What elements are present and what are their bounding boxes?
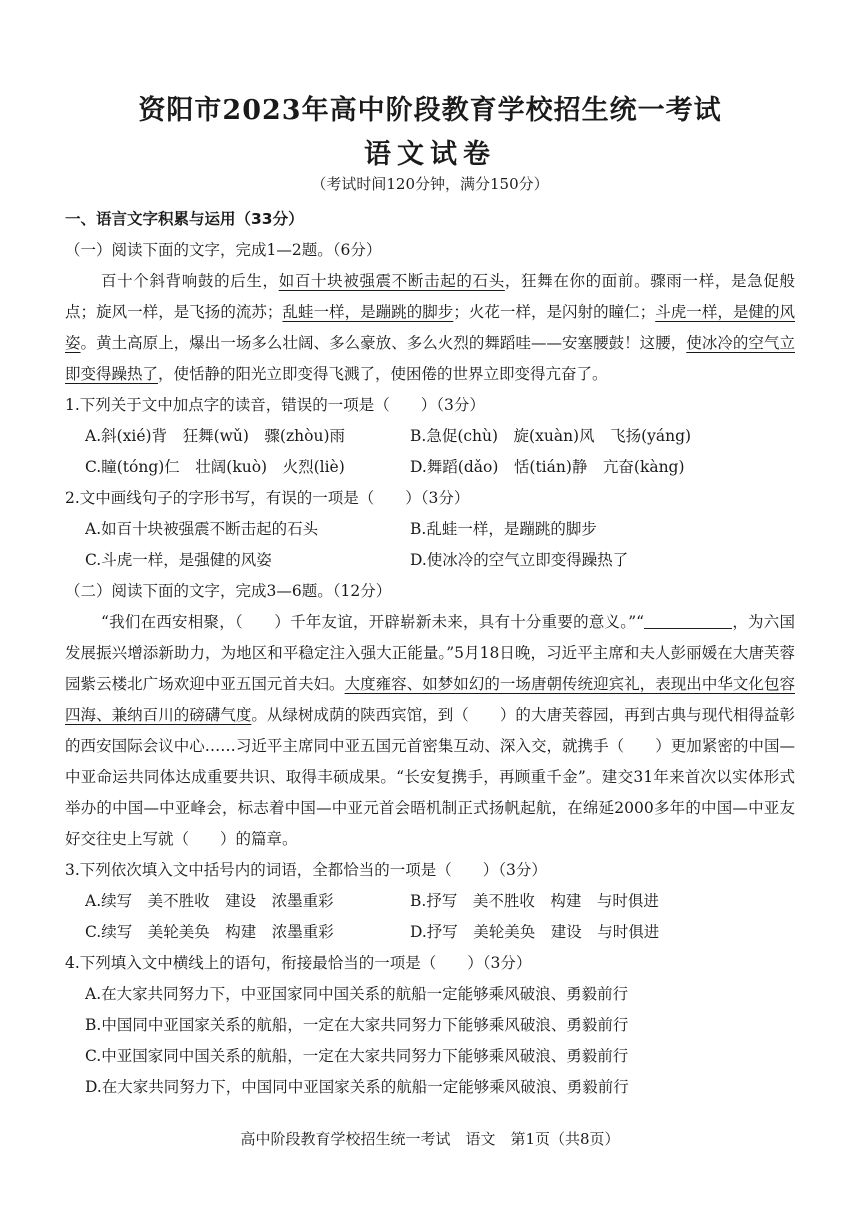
question-4-option-c[interactable]: C.中亚国家同中国关系的航船，一定在大家共同努力下能够乘风破浪、勇毅前行 bbox=[85, 1047, 629, 1065]
question-2-option-b[interactable]: B.乱蛙一样，是蹦跳的脚步 bbox=[410, 520, 597, 538]
passage-2-text-b: ，为六国发展振兴增添新助力，为地区和平稳定注入强大正能量。”5月18日晚，习近平主席和夫人彭丽媛在大唐芙蓉园紫云楼北广场欢迎中亚五国元首夫妇。 bbox=[65, 613, 795, 693]
part2-intro: （二）阅读下面的文字，完成3—6题。（12分） bbox=[65, 582, 392, 600]
exam-time-note: （考试时间120分钟，满分150分） bbox=[311, 175, 549, 193]
passage-1 bbox=[65, 266, 795, 390]
page-footer: 高中阶段教育学校招生统一考试 语文 第1页（共8页） bbox=[240, 1130, 620, 1148]
passage-1-underline-b: 乱蛙一样，是蹦跳的脚步 bbox=[282, 303, 454, 321]
question-2-options-row2 bbox=[65, 545, 795, 576]
passage-2 bbox=[65, 607, 795, 855]
question-2-option-a[interactable]: A.如百十块被强震不断击起的石头 bbox=[85, 520, 319, 538]
passage-2-underline: 大度雍容、如梦如幻的一场唐朝传统迎宾礼，表现出中华文化包容四海、兼纳百川的磅礴气度 bbox=[65, 675, 795, 724]
answer-blank[interactable] bbox=[644, 612, 732, 629]
question-3-options-row1 bbox=[65, 886, 795, 917]
passage-1-underline-c: 斗虎一样，是健的风姿 bbox=[65, 303, 795, 352]
question-3-option-d[interactable]: D.抒写 美轮美奂 建设 与时俱进 bbox=[410, 923, 660, 941]
passage-1-text-a: 百十个斜背响鼓的后生， bbox=[101, 272, 279, 290]
passage-1-text-e: ，使恬静的阳光立即变得飞溅了，使困倦的世界立即变得亢奋了。 bbox=[158, 365, 608, 383]
question-4-option-d[interactable]: D.在大家共同努力下，中国同中亚国家关系的航船一定能够乘风破浪、勇毅前行 bbox=[85, 1078, 629, 1096]
question-3-option-b[interactable]: B.抒写 美不胜收 构建 与时俱进 bbox=[410, 892, 659, 910]
exam-content bbox=[65, 204, 795, 1103]
question-3-stem: 3.下列依次填入文中括号内的词语，全都恰当的一项是（ ）（3分） bbox=[65, 861, 547, 879]
exam-subtitle: 语文试卷 bbox=[364, 139, 496, 170]
question-1-option-a[interactable]: A.斜(xié)背 狂舞(wǔ) 骤(zhòu)雨 bbox=[85, 427, 345, 445]
exam-title: 资阳市2023年高中阶段教育学校招生统一考试 bbox=[138, 95, 722, 126]
passage-2-text-c: 。从绿树成荫的陕西宾馆，到（ ）的大唐芙蓉园，再到古典与现代相得益彰的西安国际会议中心……习近平主席同中亚五国元首密集互动、深入交，就携手（ ）更加紧密的中国—中亚命运共同体达成重要共识、取得丰硕成果。“长安复携手，再顾重千金”。建交31年来首次以实体形式举办的中国—中亚峰会，标志着中国—中亚元首会晤机制正式扬帆起航，在绵延2000多年的中国—中亚友好交往史上写就（ ）的篇章。 bbox=[65, 706, 795, 848]
passage-1-text-d: 。黄土高原上，爆出一场多么壮阔、多么豪放、多么火烈的舞蹈哇——安塞腰鼓！这腰， bbox=[80, 334, 687, 352]
question-4-stem: 4.下列填入文中横线上的语句，衔接最恰当的一项是（ ）（3分） bbox=[65, 954, 532, 972]
question-1-options-row1 bbox=[65, 421, 795, 452]
question-4-option-b[interactable]: B.中国同中亚国家关系的航船，一定在大家共同努力下能够乘风破浪、勇毅前行 bbox=[85, 1016, 629, 1034]
passage-1-text-c: ；火花一样，是闪射的瞳仁； bbox=[453, 303, 656, 321]
passage-2-text-a: “我们在西安相聚，（ ）千年友谊，开辟崭新未来，具有十分重要的意义。”“ bbox=[101, 613, 645, 631]
question-2-options-row1 bbox=[65, 514, 795, 545]
question-1-options-row2 bbox=[65, 452, 795, 483]
question-2-option-c[interactable]: C.斗虎一样，是强健的风姿 bbox=[85, 551, 272, 569]
question-1-stem: 1.下列关于文中加点字的读音，错误的一项是（ ）（3分） bbox=[65, 396, 485, 414]
question-3-option-c[interactable]: C.续写 美轮美奂 构建 浓墨重彩 bbox=[85, 923, 334, 941]
passage-1-underline-d: 使冰冷的空气立即变得躁热了 bbox=[65, 334, 795, 383]
question-4-option-a[interactable]: A.在大家共同努力下，中亚国家同中国关系的航船一定能够乘风破浪、勇毅前行 bbox=[85, 985, 629, 1003]
question-2-option-d[interactable]: D.使冰冷的空气立即变得躁热了 bbox=[410, 551, 629, 569]
part1-intro: （一）阅读下面的文字，完成1—2题。（6分） bbox=[65, 241, 382, 259]
question-1-option-c[interactable]: C.瞳(tóng)仁 壮阔(kuò) 火烈(liè) bbox=[85, 458, 345, 476]
question-1-option-d[interactable]: D.舞蹈(dǎo) 恬(tián)静 亢奋(kàng) bbox=[410, 458, 685, 476]
question-3-option-a[interactable]: A.续写 美不胜收 建设 浓墨重彩 bbox=[85, 892, 334, 910]
question-2-stem: 2.文中画线句子的字形书写，有误的一项是（ ）（3分） bbox=[65, 489, 470, 507]
question-3-options-row2 bbox=[65, 917, 795, 948]
passage-1-text-b: ，狂舞在你的面前。骤雨一样，是急促般点；旋风一样，是飞扬的流苏； bbox=[65, 272, 795, 321]
passage-1-underline-a: 如百十块被强震不断击起的石头 bbox=[278, 272, 505, 290]
question-1-option-b[interactable]: B.急促(chù) 旋(xuàn)风 飞扬(yáng) bbox=[410, 427, 692, 445]
section-heading: 一、语言文字积累与运用（33分） bbox=[65, 210, 304, 228]
